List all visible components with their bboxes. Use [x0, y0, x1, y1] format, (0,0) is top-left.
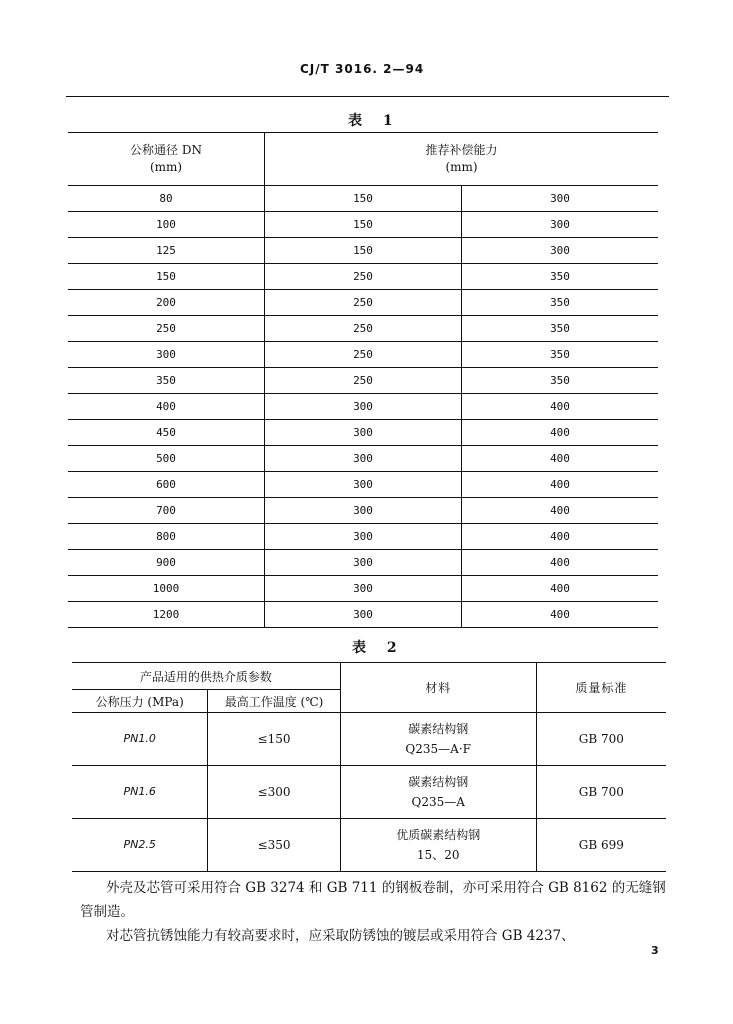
table1-header-compensation	[265, 133, 659, 186]
table1	[68, 132, 658, 628]
compensation-b-cell: 400	[462, 394, 659, 420]
temperature-cell: ≤150	[208, 713, 340, 766]
table-row	[68, 290, 658, 316]
table2-caption: 表 2	[352, 640, 405, 656]
compensation-b-cell: 400	[462, 446, 659, 472]
table-row	[72, 766, 666, 819]
table2	[72, 662, 666, 872]
dn-cell: 800	[68, 524, 265, 550]
compensation-b-cell: 350	[462, 316, 659, 342]
compensation-a-cell: 250	[265, 368, 462, 394]
table-row	[68, 550, 658, 576]
compensation-b-cell: 400	[462, 498, 659, 524]
table1-header-dn-label: 公称通径 DN	[130, 143, 202, 157]
compensation-a-cell: 150	[265, 212, 462, 238]
table-row	[68, 394, 658, 420]
material-cell	[340, 713, 536, 766]
table2-header-temperature: 最高工作温度 (℃)	[208, 690, 340, 713]
table2-header-standard: 质量标准	[536, 663, 666, 713]
compensation-b-cell: 350	[462, 368, 659, 394]
table-row	[68, 368, 658, 394]
table-row	[68, 524, 658, 550]
compensation-a-cell: 300	[265, 498, 462, 524]
compensation-a-cell: 250	[265, 264, 462, 290]
dn-cell: 1000	[68, 576, 265, 602]
dn-cell: 450	[68, 420, 265, 446]
pressure-cell: PN2.5	[72, 819, 208, 872]
table2-header-medium-params: 产品适用的供热介质参数	[72, 663, 340, 690]
paragraph-shell-material: 外壳及芯管可采用符合 GB 3274 和 GB 711 的钢板卷制，亦可采用符合 GB 8162 的无缝钢管制造。	[80, 880, 666, 920]
compensation-a-cell: 150	[265, 186, 462, 212]
compensation-a-cell: 300	[265, 602, 462, 628]
material-name: 优质碳素结构钢	[396, 828, 481, 842]
table-row	[68, 212, 658, 238]
table1-header-row	[68, 133, 658, 186]
table-row	[68, 446, 658, 472]
dn-cell: 80	[68, 186, 265, 212]
compensation-a-cell: 300	[265, 446, 462, 472]
compensation-b-cell: 400	[462, 550, 659, 576]
dn-cell: 500	[68, 446, 265, 472]
dn-cell: 200	[68, 290, 265, 316]
table-row	[68, 420, 658, 446]
table-row	[68, 186, 658, 212]
table-row	[68, 602, 658, 628]
material-grade: Q235—A	[411, 795, 465, 809]
table-row	[68, 316, 658, 342]
dn-cell: 125	[68, 238, 265, 264]
compensation-b-cell: 300	[462, 238, 659, 264]
dn-cell: 600	[68, 472, 265, 498]
dn-cell: 250	[68, 316, 265, 342]
compensation-a-cell: 250	[265, 316, 462, 342]
table2-header-pressure: 公称压力 (MPa)	[72, 690, 208, 713]
compensation-b-cell: 350	[462, 342, 659, 368]
material-name: 碳素结构钢	[408, 722, 469, 736]
compensation-a-cell: 150	[265, 238, 462, 264]
material-grade: Q235—A·F	[405, 742, 471, 756]
compensation-a-cell: 300	[265, 394, 462, 420]
compensation-b-cell: 400	[462, 576, 659, 602]
dn-cell: 400	[68, 394, 265, 420]
table2-header-material: 材料	[340, 663, 536, 713]
dn-cell: 700	[68, 498, 265, 524]
table1-header-compensation-label: 推荐补偿能力	[425, 143, 498, 157]
compensation-b-cell: 400	[462, 472, 659, 498]
compensation-b-cell: 400	[462, 524, 659, 550]
temperature-cell: ≤300	[208, 766, 340, 819]
pressure-cell: PN1.6	[72, 766, 208, 819]
pressure-cell: PN1.0	[72, 713, 208, 766]
paragraph-corrosion: 对芯管抗锈蚀能力有较高要求时，应采取防锈蚀的镀层或采用符合 GB 4237、	[106, 928, 575, 944]
table2-header-row	[72, 663, 666, 690]
material-cell	[340, 819, 536, 872]
compensation-b-cell: 300	[462, 212, 659, 238]
page-number: 3	[651, 944, 659, 957]
material-cell	[340, 766, 536, 819]
dn-cell: 350	[68, 368, 265, 394]
dn-cell: 100	[68, 212, 265, 238]
compensation-a-cell: 300	[265, 472, 462, 498]
dn-cell: 1200	[68, 602, 265, 628]
compensation-a-cell: 300	[265, 576, 462, 602]
table-row	[68, 264, 658, 290]
compensation-b-cell: 350	[462, 290, 659, 316]
dn-cell: 150	[68, 264, 265, 290]
table-row	[72, 713, 666, 766]
table-row	[68, 342, 658, 368]
table1-header-dn-unit: (mm)	[149, 160, 183, 174]
table-row	[72, 819, 666, 872]
standard-cell: GB 700	[536, 713, 666, 766]
compensation-b-cell: 300	[462, 186, 659, 212]
table1-header-compensation-unit: (mm)	[445, 160, 478, 174]
compensation-a-cell: 250	[265, 290, 462, 316]
compensation-a-cell: 300	[265, 420, 462, 446]
compensation-b-cell: 400	[550, 608, 570, 621]
standard-cell: GB 699	[536, 819, 666, 872]
table-row	[68, 576, 658, 602]
compensation-b-cell: 400	[462, 420, 659, 446]
dn-cell: 900	[68, 550, 265, 576]
material-name: 碳素结构钢	[408, 775, 469, 789]
table1-header-dn	[68, 133, 265, 186]
dn-cell: 300	[68, 342, 265, 368]
table-row	[68, 498, 658, 524]
compensation-b-cell: 350	[462, 264, 659, 290]
document-code-header: CJ/T 3016. 2—94	[300, 62, 425, 76]
compensation-a-cell: 300	[265, 524, 462, 550]
table-row	[68, 472, 658, 498]
temperature-cell: ≤350	[208, 819, 340, 872]
material-grade: 15、20	[416, 848, 460, 862]
compensation-a-cell: 300	[265, 550, 462, 576]
compensation-a-cell: 250	[265, 342, 462, 368]
header-rule	[66, 96, 669, 97]
standard-cell: GB 700	[536, 766, 666, 819]
table-row	[68, 238, 658, 264]
table1-caption: 表 1	[348, 113, 401, 129]
